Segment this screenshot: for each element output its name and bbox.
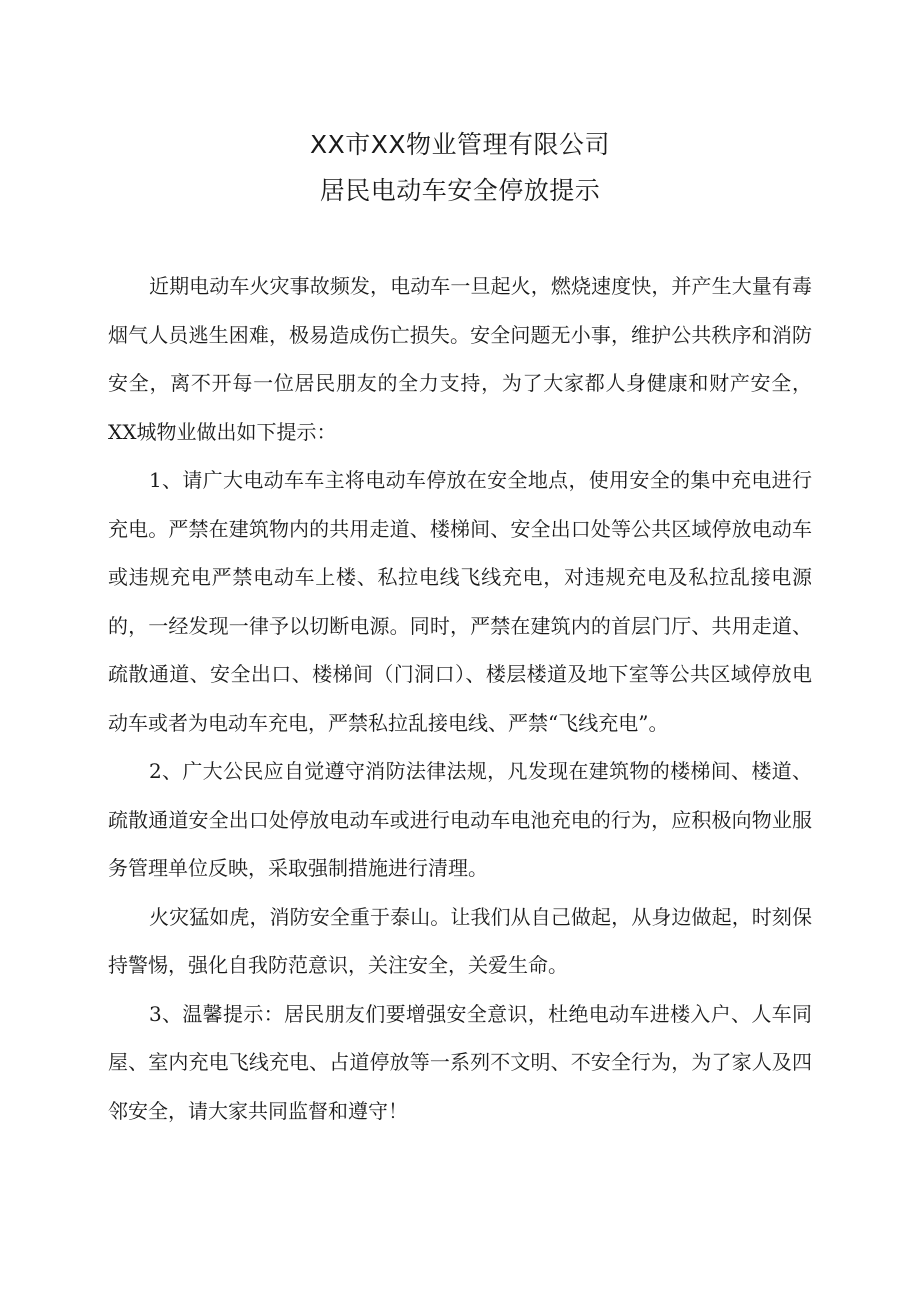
document-body bbox=[108, 262, 812, 1135]
warning-paragraph: 火灾猛如虎，消防安全重于泰山。让我们从自己做起，从身边做起，时刻保持警惕，强化自我防范意识，关注安全，关爱生命。 bbox=[108, 904, 812, 977]
document-header bbox=[0, 122, 920, 214]
item-1-paragraph: 1、请广大电动车车主将电动车停放在安全地点，使用安全的集中充电进行充电。严禁在建筑物内的共用走道、楼梯间、安全出口处等公共区域停放电动车或违规充电严禁电动车上楼、私拉电线飞线充电，对违规充电及私拉乱接电源的，一经发现一律予以切断电源。同时，严禁在建筑内的首层门厅、共用走道、疏散通道、安全出口、楼梯间（门洞口）、楼层楼道及地下室等公共区域停放电动车或者为电动车充电，严禁私拉乱接电线、严禁“飞线充电”。 bbox=[108, 468, 812, 735]
intro-paragraph: 近期电动车火灾事故频发，电动车一旦起火，燃烧速度快，并产生大量有毒烟气人员逃生困难，极易造成伤亡损失。安全问题无小事，维护公共秩序和消防安全，离不开每一位居民朋友的全力支持，为了大家都人身健康和财产安全，XX城物业做出如下提示： bbox=[108, 274, 812, 444]
item-2-paragraph: 2、广大公民应自觉遵守消防法律法规，凡发现在建筑物的楼梯间、楼道、疏散通道安全出口处停放电动车或进行电动车电池充电的行为，应积极向物业服务管理单位反映，采取强制措施进行清理。 bbox=[108, 759, 812, 880]
notice-title: 居民电动车安全停放提示 bbox=[319, 176, 601, 205]
company-title: XX市XX物业管理有限公司 bbox=[309, 130, 610, 159]
item-3-paragraph: 3、温馨提示：居民朋友们要增强安全意识，杜绝电动车进楼入户、人车同屋、室内充电飞线充电、占道停放等一系列不文明、不安全行为，为了家人及四邻安全，请大家共同监督和遵守！ bbox=[108, 1001, 812, 1123]
